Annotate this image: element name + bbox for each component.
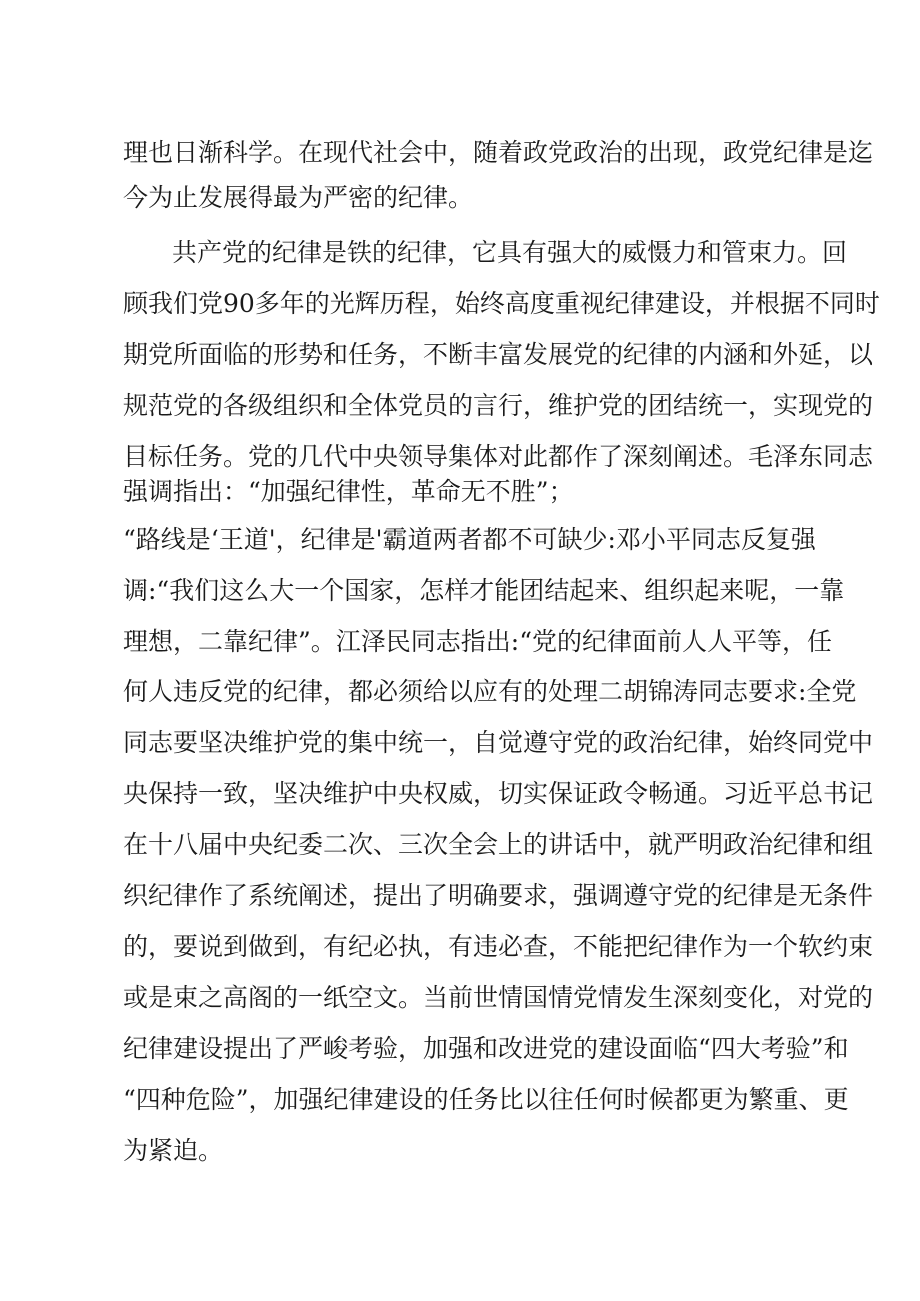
text-line: 同志要坚决维护党的集中统一，自觉遵守党的政治纪律，始终同党中 xyxy=(123,728,874,757)
text-line: 的，要说到做到，有纪必执，有违必查，不能把纪律作为一个软约束 xyxy=(123,932,874,961)
text-line: 今为止发展得最为严密的纪律。 xyxy=(123,183,474,212)
text-line: 调:“我们这么大一个国家，怎样才能团结起来、组织起来呢，一靠 xyxy=(123,576,845,605)
text-line: 或是束之高阁的一纸空文。当前世情国情党情发生深刻变化，对党的 xyxy=(123,983,874,1012)
text-line: 规范党的各级组织和全体党员的言行，维护党的团结统一，实现党的 xyxy=(123,391,874,420)
text-line: 期党所面临的形势和任务，不断丰富发展党的纪律的内涵和外延，以 xyxy=(123,340,874,369)
text-line: 顾我们党90多年的光辉历程，始终高度重视纪律建设，并根据不同时 xyxy=(123,289,880,318)
text-line: 纪律建设提出了严峻考验，加强和改进党的建设面临“四大考验”和 xyxy=(123,1034,849,1063)
text-line: 为紧迫。 xyxy=(123,1136,224,1165)
text-line: 织纪律作了系统阐述，提出了明确要求，强调遵守党的纪律是无条件 xyxy=(123,881,874,910)
text-line: 何人违反党的纪律，都必须给以应有的处理二胡锦涛同志要求:全党 xyxy=(123,677,857,706)
text-line: 共产党的纪律是铁的纪律，它具有强大的威慑力和管束力。回 xyxy=(172,238,848,267)
text-line: 目标任务。党的几代中央领导集体对此都作了深刻阐述。毛泽东同志 xyxy=(123,442,874,471)
text-line: “四种危险”，加强纪律建设的任务比以往任何时候都更为繁重、更 xyxy=(123,1085,849,1114)
text-line: 央保持一致，坚决维护中央权威，切实保证政令畅通。习近平总书记 xyxy=(123,779,874,808)
text-line: 理也日渐科学。在现代社会中，随着政党政治的出现，政党纪律是迄 xyxy=(123,138,874,167)
text-line: “路线是‘王道'，纪律是'霸道两者都不可缺少:邓小平同志反复强 xyxy=(123,525,816,554)
text-line: 在十八届中央纪委二次、三次全会上的讲话中，就严明政治纪律和组 xyxy=(123,830,874,859)
text-line: 强调指出：“加强纪律性，革命无不胜”； xyxy=(123,477,574,506)
text-line: 理想，二靠纪律”。江泽民同志指出:“党的纪律面前人人平等，任 xyxy=(123,627,832,656)
